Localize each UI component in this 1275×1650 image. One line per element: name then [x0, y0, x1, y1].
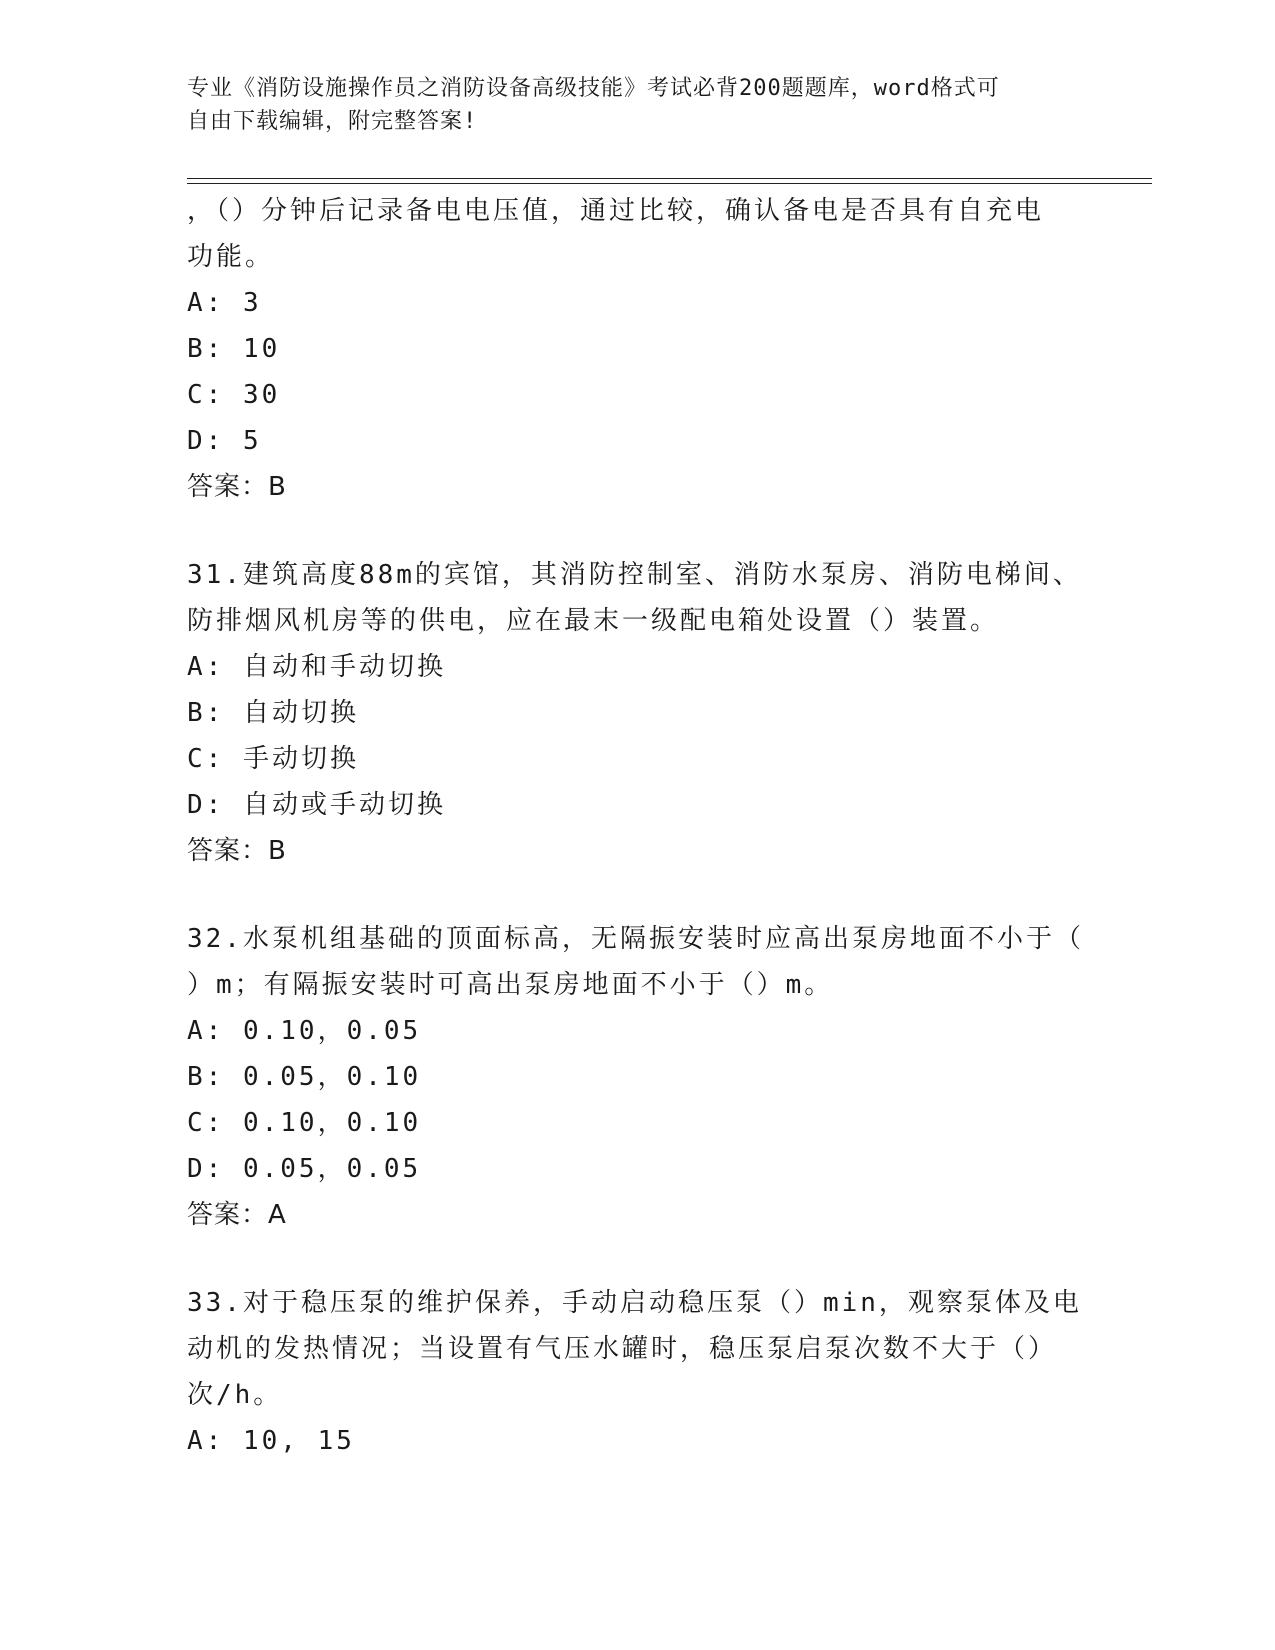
question-stem: ）m；有隔振安装时可高出泵房地面不小于（）m。 [187, 970, 834, 1000]
question-32 [187, 916, 1084, 1238]
option-b: B: 自动切换 [187, 698, 359, 728]
option-a: A: 自动和手动切换 [187, 652, 446, 682]
question-stem: ，（）分钟后记录备电电压值，通过比较，确认备电是否具有自充电 [187, 196, 1045, 226]
spacer [187, 510, 1067, 552]
question-31 [187, 552, 1082, 874]
option-a: A: 0.10，0.05 [187, 1016, 422, 1046]
question-stem: 31.建筑高度88m的宾馆，其消防控制室、消防水泵房、消防电梯间、 [187, 560, 1082, 590]
answer-label: 答案：A [187, 1200, 287, 1230]
header-title-line2: 自由下载编辑，附完整答案! [187, 109, 478, 134]
question-stem: 功能。 [187, 242, 275, 272]
option-a: A: 3 [187, 288, 262, 318]
question-stem: 33.对于稳压泵的维护保养，手动启动稳压泵（）min，观察泵体及电 [187, 1288, 1082, 1318]
question-stem: 32.水泵机组基础的顶面标高，无隔振安装时应高出泵房地面不小于（ [187, 924, 1084, 954]
spacer [187, 874, 1067, 916]
header-title-line1: 专业《消防设施操作员之消防设备高级技能》考试必背200题题库，word格式可 [187, 76, 1000, 101]
question-list [187, 188, 1084, 1464]
option-a: A: 10, 15 [187, 1426, 355, 1456]
option-c: C: 手动切换 [187, 744, 359, 774]
answer-label: 答案：B [187, 836, 287, 866]
question-33 [187, 1280, 1082, 1464]
option-d: D: 自动或手动切换 [187, 790, 446, 820]
header-divider-top [187, 178, 1152, 179]
answer-label: 答案：B [187, 472, 287, 502]
question-stem: 次/h。 [187, 1380, 283, 1410]
option-b: B: 0.05，0.10 [187, 1062, 422, 1092]
option-d: D: 5 [187, 426, 262, 456]
question-stem: 防排烟风机房等的供电，应在最末一级配电箱处设置（）装置。 [187, 606, 1000, 636]
spacer [187, 1238, 1067, 1280]
option-d: D: 0.05，0.05 [187, 1154, 422, 1184]
document-header [187, 72, 1067, 138]
option-c: C: 0.10，0.10 [187, 1108, 422, 1138]
header-divider-bottom [187, 183, 1152, 184]
question-30 [187, 188, 1067, 510]
question-stem: 动机的发热情况；当设置有气压水罐时，稳压泵启泵次数不大于（） [187, 1334, 1058, 1364]
option-b: B: 10 [187, 334, 281, 364]
option-c: C: 30 [187, 380, 281, 410]
